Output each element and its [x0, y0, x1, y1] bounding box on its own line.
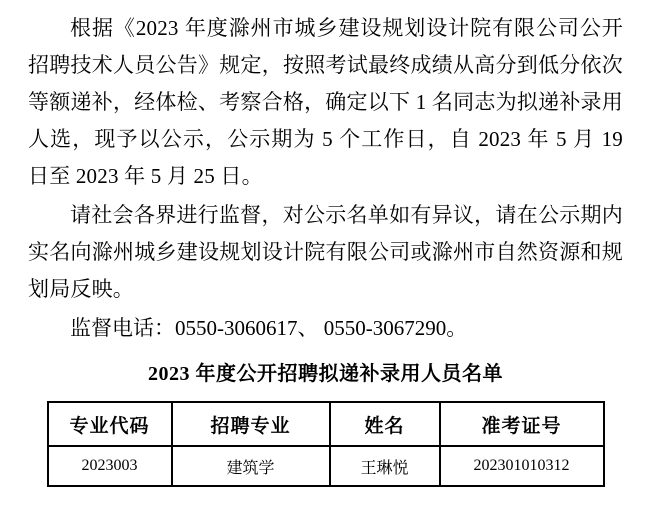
paragraph-announcement-basis: 根据《2023 年度滁州市城乡建设规划设计院有限公司公开招聘技术人员公告》规定，按照考试最终成绩从高分到低分依次等额递补，经体检、考察合格，确定以下 1 名同志为拟递补录用人选，现予以公示，公示期为 5 个工作日，自 2023 年 5 月 19 日至 2023 年 5 月 25 日。 — [28, 16, 623, 188]
column-header-major-code: 专业代码 — [48, 402, 172, 446]
cell-major: 建筑学 — [172, 446, 330, 486]
table-row — [48, 446, 604, 486]
cell-name: 王琳悦 — [330, 446, 440, 486]
supervision-phone-line: 监督电话：0550-3060617、 0550-3067290。 — [70, 316, 468, 340]
cell-exam-number: 202301010312 — [440, 446, 604, 486]
paragraph-supervision-request: 请社会各界进行监督，对公示名单如有异议，请在公示期内实名向滁州城乡建设规划设计院有限公司或滁州市自然资源和规划局反映。 — [28, 203, 623, 301]
roster-table — [47, 401, 605, 487]
column-header-major: 招聘专业 — [172, 402, 330, 446]
cell-major-code: 2023003 — [48, 446, 172, 486]
table-header-row — [48, 402, 604, 446]
column-header-exam-number: 准考证号 — [440, 402, 604, 446]
table-title: 2023 年度公开招聘拟递补录用人员名单 — [148, 363, 503, 385]
column-header-name: 姓名 — [330, 402, 440, 446]
